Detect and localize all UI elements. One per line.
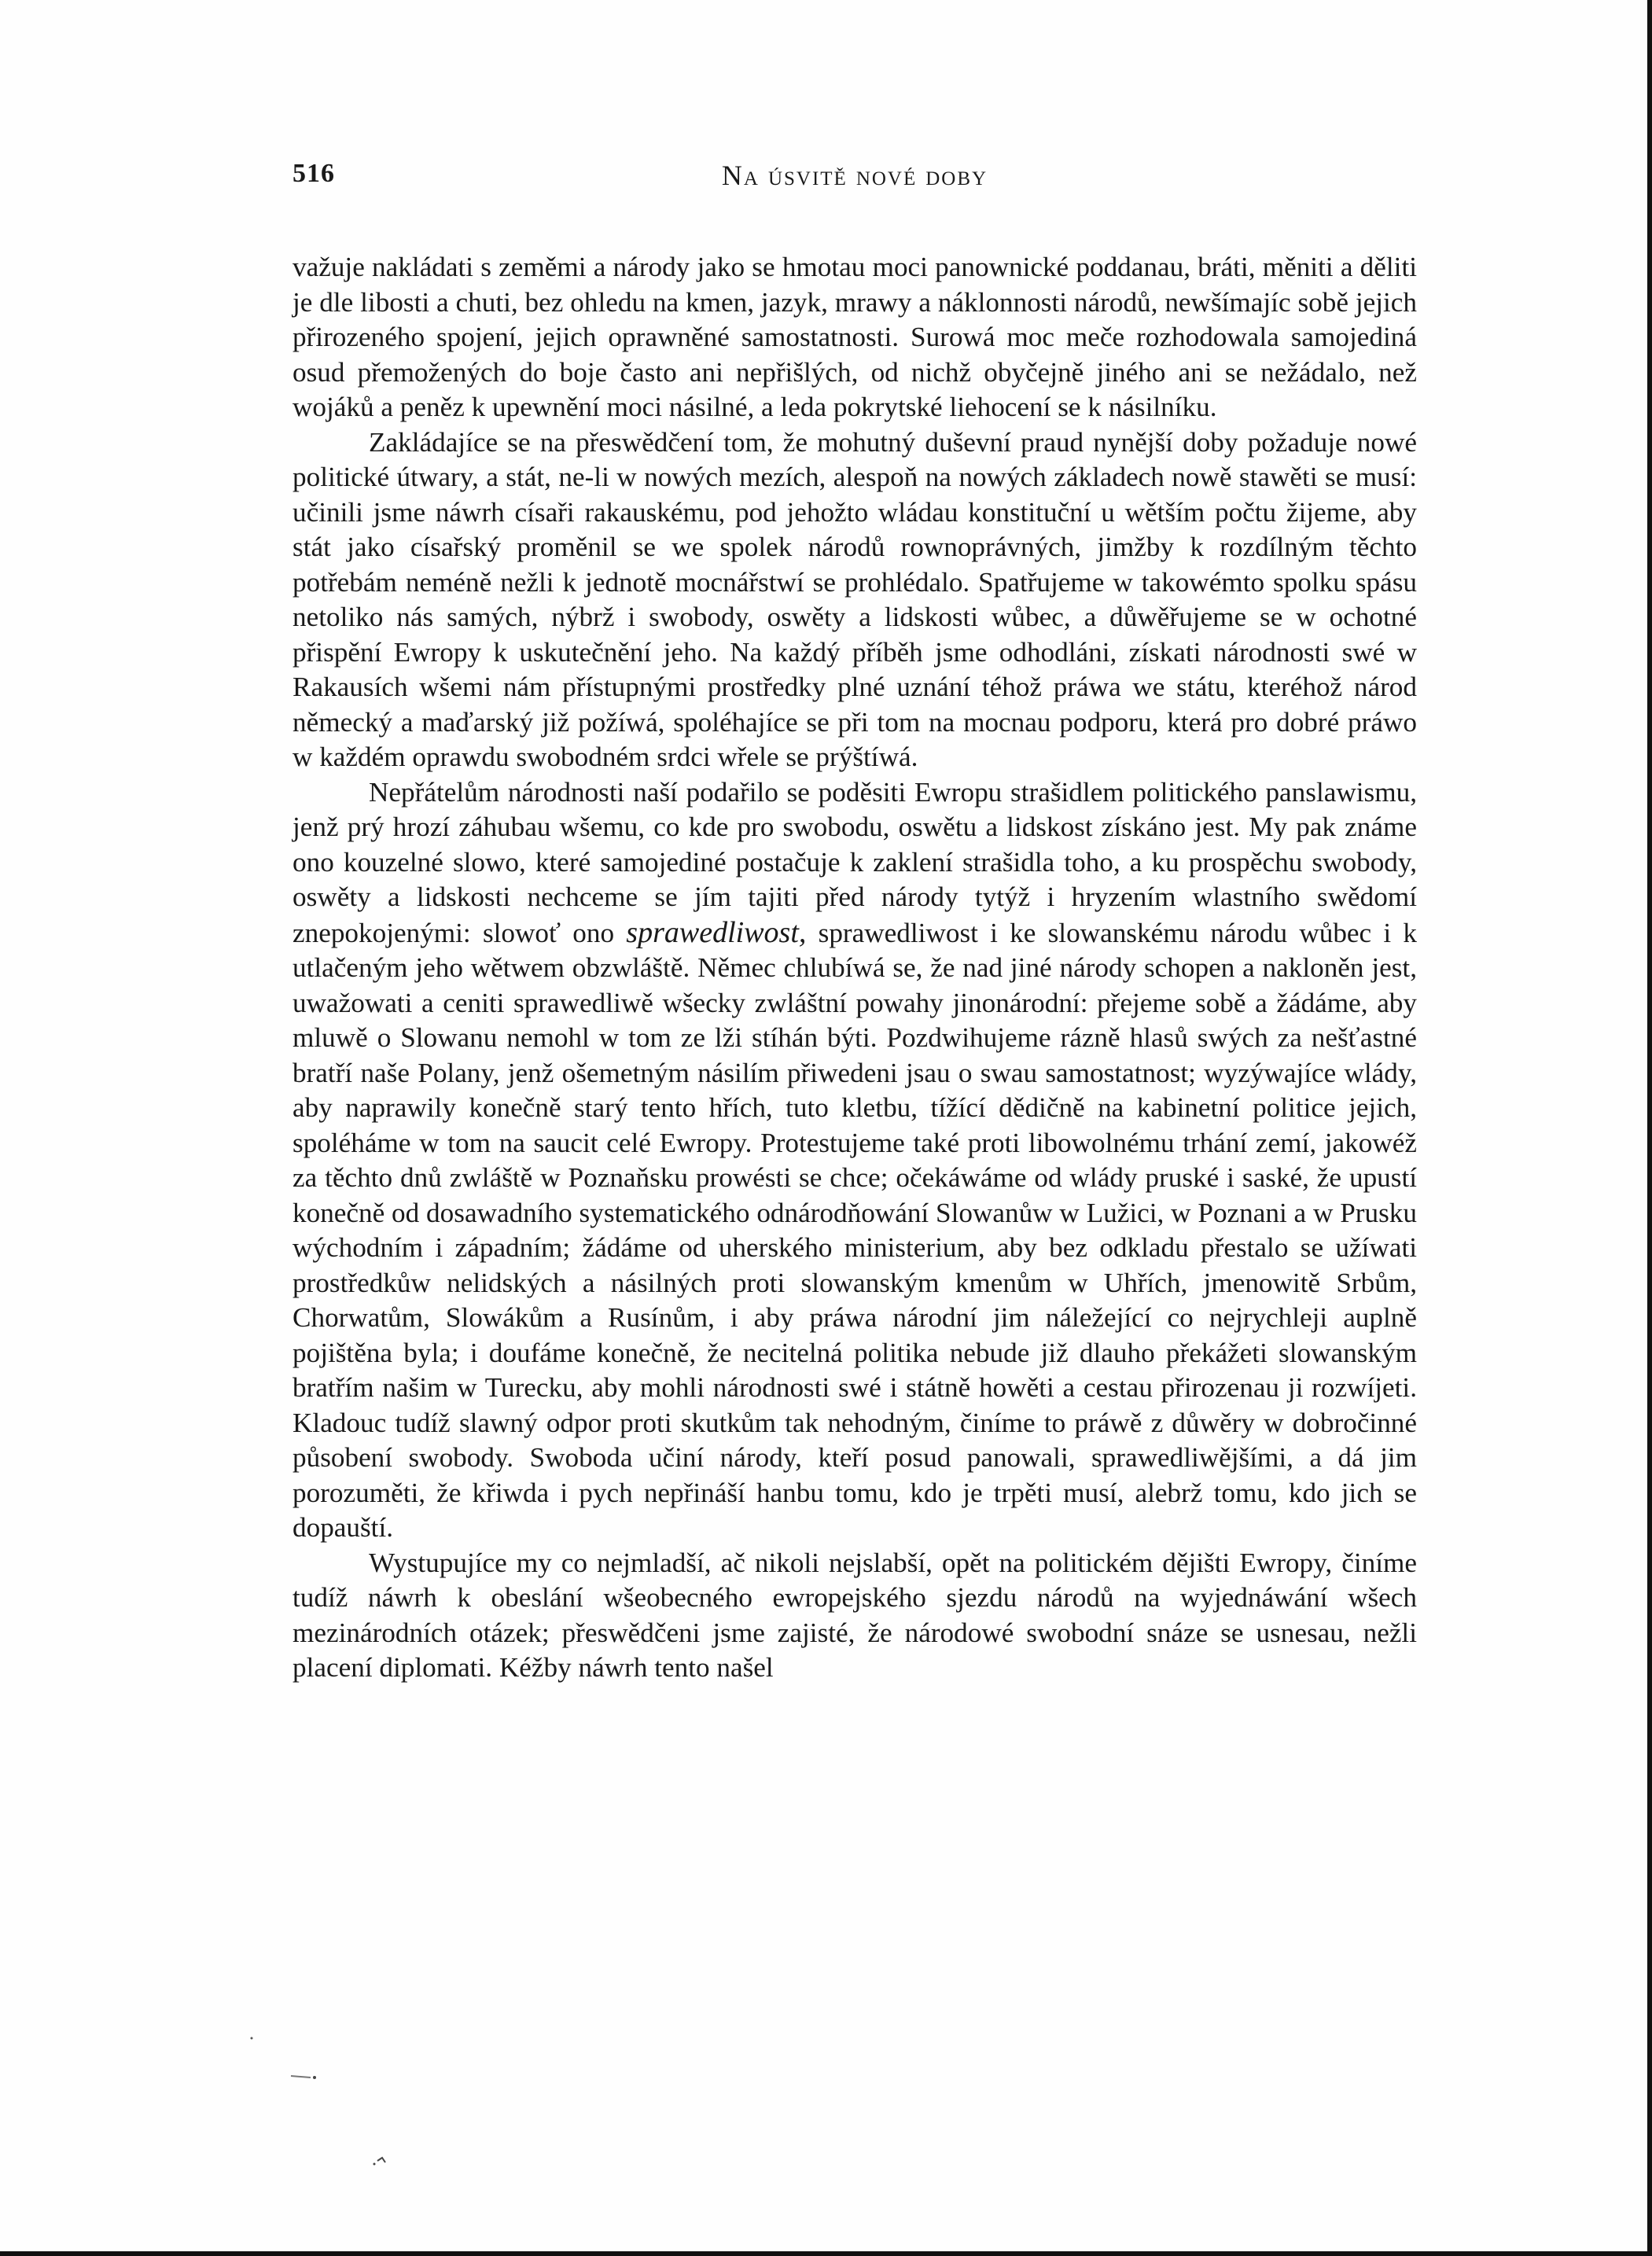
paragraph — [293, 775, 1417, 1546]
scan-edge-bottom — [0, 2251, 1652, 2256]
running-title: Na úsvitě nové doby — [721, 160, 988, 191]
paragraph-text: sprawedliwost i ke slowanskému národu wůbec i k utlačeným jeho wětwem obzwláště. Němec chlubíwá se, že nad jiné národy schopen a nakloněn jest, uwažowati a ceniti sprawedliwě wšecky zwláštní powahy jinonárodní: přejeme sobě a žádáme, aby mluwě o Slowanu nemohl w tom ze lži stíhán býti. Pozdwihujeme rázně hlasů swých za nešťastné bratří naše Polany, jenž ošemetným násilím přiwedeni jsau o swau samostatnost; wyzýwajíce wlády, aby naprawily konečně starý tento hřích, tuto kletbu, tížící dědičně na kabinetní politice jejich, spoléháme w tom na saucit celé Ewropy. Protestujeme také proti libowolnému trhání zemí, jakowéž za těchto dnů zwláště w Poznaňsku prowésti se chce; očekáwáme od wlády pruské i saské, že upustí konečně od dosawadního systematického odnárodňowání Slowanůw w Lužici, w Poznani a w Prusku wýchodním i západním; žádáme od uherského ministerium, aby bez odkladu přestalo se užíwati prostředkůw nelidských a násilných proti slowanským kmenům w Uhřích, jmenowitě Srbům, Chorwatům, Slowákům a Rusínům, i aby práwa národní jim náležející co nejrychleji auplně pojištěna byla; i doufáme konečně, že necitelná politika nebude již dlauho překážeti slowanským bratřím našim w Turecku, aby mohli národnosti swé i státně howěti a cestau přirozenau ji rozwíjeti. Kladouc tudíž slawný odpor proti skutkům tak nehodným, činíme to práwě z důwěry w dobročinné působení swobody. Swoboda učiní národy, kteří posud panowali, sprawedliwějšími, a dá jim porozuměti, že křiwda i pych nepřináší hanbu tomu, kdo je trpěti musí, alebrž tomu, kdo jich se dopauští. — [293, 917, 1418, 1543]
speck — [313, 2076, 316, 2079]
scan-specks — [236, 2029, 393, 2186]
page-header — [293, 159, 1417, 198]
scan-edge-right — [1647, 0, 1652, 2256]
speck — [291, 2076, 311, 2078]
page-number: 516 — [293, 159, 335, 188]
paragraph: Wystupujíce my co nejmladší, ač nikoli nejslabší, opět na politickém dějišti Ewropy, činíme tudíž náwrh k obeslání wšeobecného ewropejského sjezdu národů na wyjednáwání wšech mezinárodních otázek; přeswědčeni jsme zajisté, že národowé swobodní snáze se usnesau, nežli placení diplomati. Kéžby náwrh tento našel — [293, 1547, 1417, 1683]
speck — [377, 2158, 385, 2162]
emphasized-word: sprawedliwost, — [626, 915, 807, 949]
paragraph-continued: važuje nakládati s zeměmi a národy jako se hmotau moci panownické poddanau, bráti, měniti a děliti je dle libosti a chuti, bez ohledu na kmen, jazyk, mrawy a náklonnosti národů, newšímajíc sobě jejich přirozeného spojení, jejich oprawněné samostatnosti. Surowá moc meče rozhodowala samojediná osud přemožených do boje často ani nepřišlých, od nichž obyčejně jiného ani se nežádalo, než wojáků a peněz k upewnění moci násilné, a leda pokrytské liehocení se k násilníku. — [293, 252, 1417, 422]
paragraph-text: Nepřátelům národnosti naší podařilo se poděsiti Ewropu strašidlem politického panslawismu, jenž prý hrozí záhubau wšemu, co kde pro swobodu, oswětu a lidskost získáno jest. My pak známe ono kouzelné slowo, které samojediné postačuje k zaklení strašidla toho, a ku prospěchu swobody, oswěty a lidskosti nechceme se jím tajiti před národy tytýž i hryzením wlastního swědomí znepokojenými: slowoť ono — [293, 776, 1417, 948]
body-text — [293, 250, 1417, 1686]
paragraph: Zakládajíce se na přeswědčení tom, že mohutný duševní praud nynější doby požaduje nowé politické útwary, a stát, ne-li w nowých mezích, alespoň na nowých základech nowě stawěti se musí: učinili jsme náwrh císaři rakauskému, pod jehožto wládau konstituční u wětším počtu žijeme, aby stát jako císařský proměnil se we spolek národů rownoprávných, jimžby k rozdílným těchto potřebám neméně nežli k jednotě mocnářstwí se prohlédalo. Spatřujeme w takowémto spolku spásu netoliko nás samých, nýbrž i swobody, oswěty a lidskosti wůbec, a důwěřujeme se w ochotné přispění Ewropy k uskutečnění jeho. Na každý příběh jsme odhodláni, získati národnosti swé w Rakausích wšemi nám přístupnými prostředky plné uznání téhož práwa we státu, kteréhož národ německý a maďarský již požíwá, spoléhajíce se při tom na mocnau podporu, která pro dobré práwo w každém oprawdu swobodném srdci wřele se prýštíwá. — [293, 426, 1417, 772]
speck — [373, 2163, 376, 2166]
speck — [251, 2037, 253, 2040]
